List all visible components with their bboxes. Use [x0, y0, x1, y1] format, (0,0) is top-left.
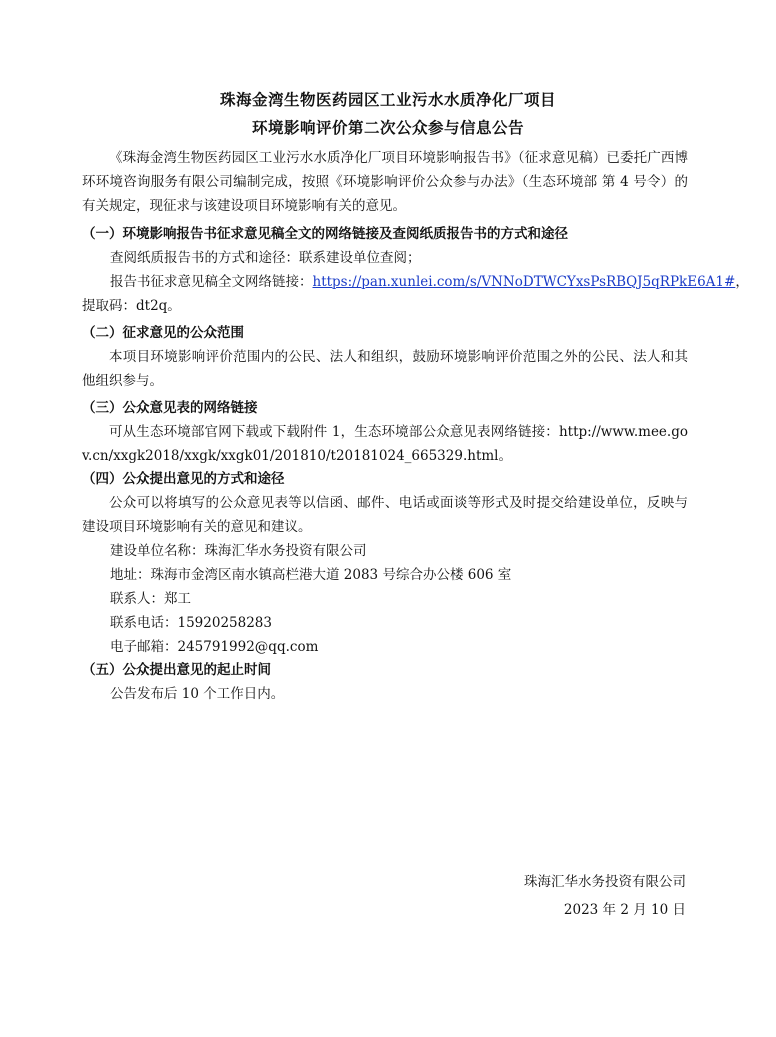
section1-extraction-code: 提取码：dt2q。 [82, 298, 181, 314]
section5-text: 公告发布后 10 个工作日内。 [110, 686, 285, 702]
contact-email: 电子邮箱：245791992@qq.com [110, 639, 319, 655]
section1-paper-access: 查阅纸质报告书的方式和途径：联系建设单位查阅； [110, 250, 421, 266]
section1-link-line [110, 270, 749, 294]
document-title-line1: 珠海金湾生物医药园区工业污水水质净化厂项目 [219, 91, 556, 109]
signature-company: 珠海汇华水务投资有限公司 [524, 874, 686, 890]
section2-text: 本项目环境影响评价范围内的公民、法人和组织，鼓励环境影响评价范围之外的公民、法人和其他组织参与。 [82, 349, 688, 389]
unit-address: 地址：珠海市金湾区南水镇高栏港大道 2083 号综合办公楼 606 室 [110, 567, 512, 583]
section1-link-suffix: ， [735, 274, 749, 290]
construction-unit: 建设单位名称：珠海汇华水务投资有限公司 [110, 543, 367, 559]
section3-heading: （三）公众意见表的网络链接 [82, 400, 258, 416]
section5-heading: （五）公众提出意见的起止时间 [82, 662, 271, 678]
section1-heading: （一）环境影响报告书征求意见稿全文的网络链接及查阅纸质报告书的方式和途径 [82, 226, 568, 242]
intro-paragraph: 《珠海金湾生物医药园区工业污水水质净化厂项目环境影响报告书》（征求意见稿）已委托广西博环环境咨询服务有限公司编制完成，按照《环境影响评价公众参与办法》（生态环境部 第 4 号令）的有关规定，现征求与该建设项目环境影响有关的意见。 [82, 150, 688, 214]
section4-heading: （四）公众提出意见的方式和途径 [82, 471, 285, 487]
signature-date: 2023 年 2 月 10 日 [563, 902, 686, 918]
report-download-link[interactable]: https://pan.xunlei.com/s/VNNoDTWCYxsPsRBQJ5qRPkE6A1# [312, 274, 736, 290]
section4-text: 公众可以将填写的公众意见表等以信函、邮件、电话或面谈等形式及时提交给建设单位，反映与建设项目环境影响有关的意见和建议。 [82, 495, 688, 535]
contact-phone: 联系电话：15920258283 [110, 615, 272, 631]
section2-heading: （二）征求意见的公众范围 [82, 325, 244, 341]
contact-person: 联系人：郑工 [110, 591, 191, 607]
document-title-line2: 环境影响评价第二次公众参与信息公告 [251, 119, 524, 137]
section1-link-prefix: 报告书征求意见稿全文网络链接： [110, 274, 313, 290]
section3-text: 可从生态环境部官网下载或下载附件 1，生态环境部公众意见表网络链接：http://www.mee.gov.cn/xxgk2018/xxgk/xxgk01/201810/t20181024_665329.html。 [82, 424, 688, 464]
